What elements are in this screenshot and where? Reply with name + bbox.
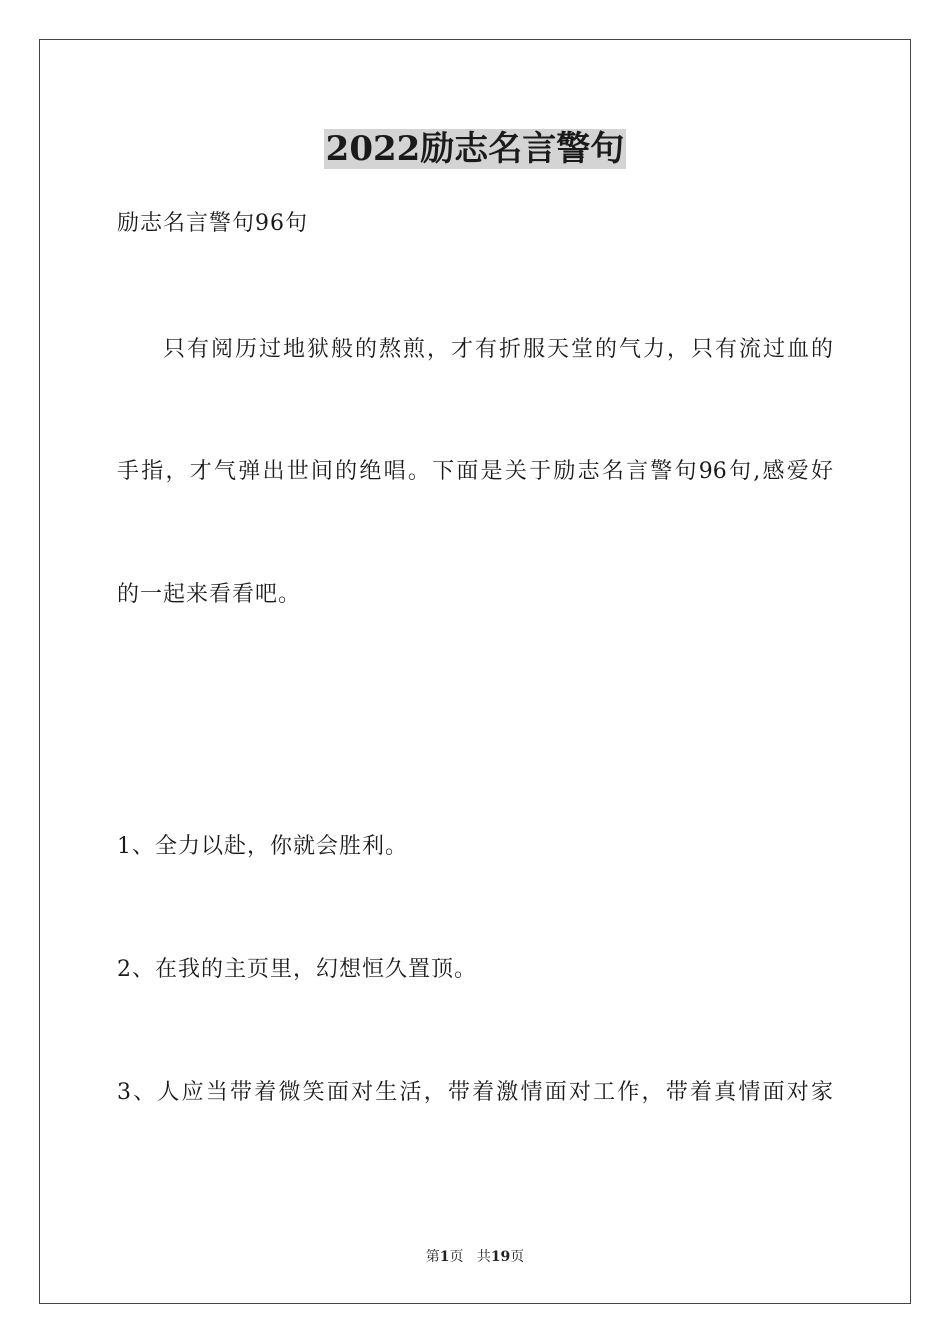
intro-line-1: 只有阅历过地狱般的熬煎，才有折服天堂的气力，只有流过血的 — [163, 337, 833, 362]
footer-total-prefix: 共 — [476, 1249, 491, 1265]
intro-line-2: 手指，才气弹出世间的绝唱。下面是关于励志名言警句96句,感爱好 — [117, 459, 833, 484]
footer-page-unit: 页 — [449, 1249, 464, 1265]
document-subtitle: 励志名言警句96句 — [117, 211, 308, 236]
intro-line-3: 的一起来看看吧。 — [117, 582, 302, 607]
footer-total-pages: 19 — [490, 1249, 511, 1265]
page-footer — [0, 1247, 950, 1267]
footer-prefix: 第 — [425, 1249, 440, 1265]
quote-item-1: 1、全力以赴，你就会胜利。 — [117, 834, 408, 859]
footer-page-number: 1 — [439, 1249, 450, 1265]
quote-item-3: 3、人应当带着微笑面对生活，带着激情面对工作，带着真情面对家 — [117, 1080, 833, 1105]
document-title — [0, 126, 950, 172]
document-title-text: 2022励志名言警句 — [325, 129, 625, 169]
quote-item-2: 2、在我的主页里，幻想恒久置顶。 — [117, 957, 477, 982]
footer-total-unit: 页 — [510, 1249, 525, 1265]
